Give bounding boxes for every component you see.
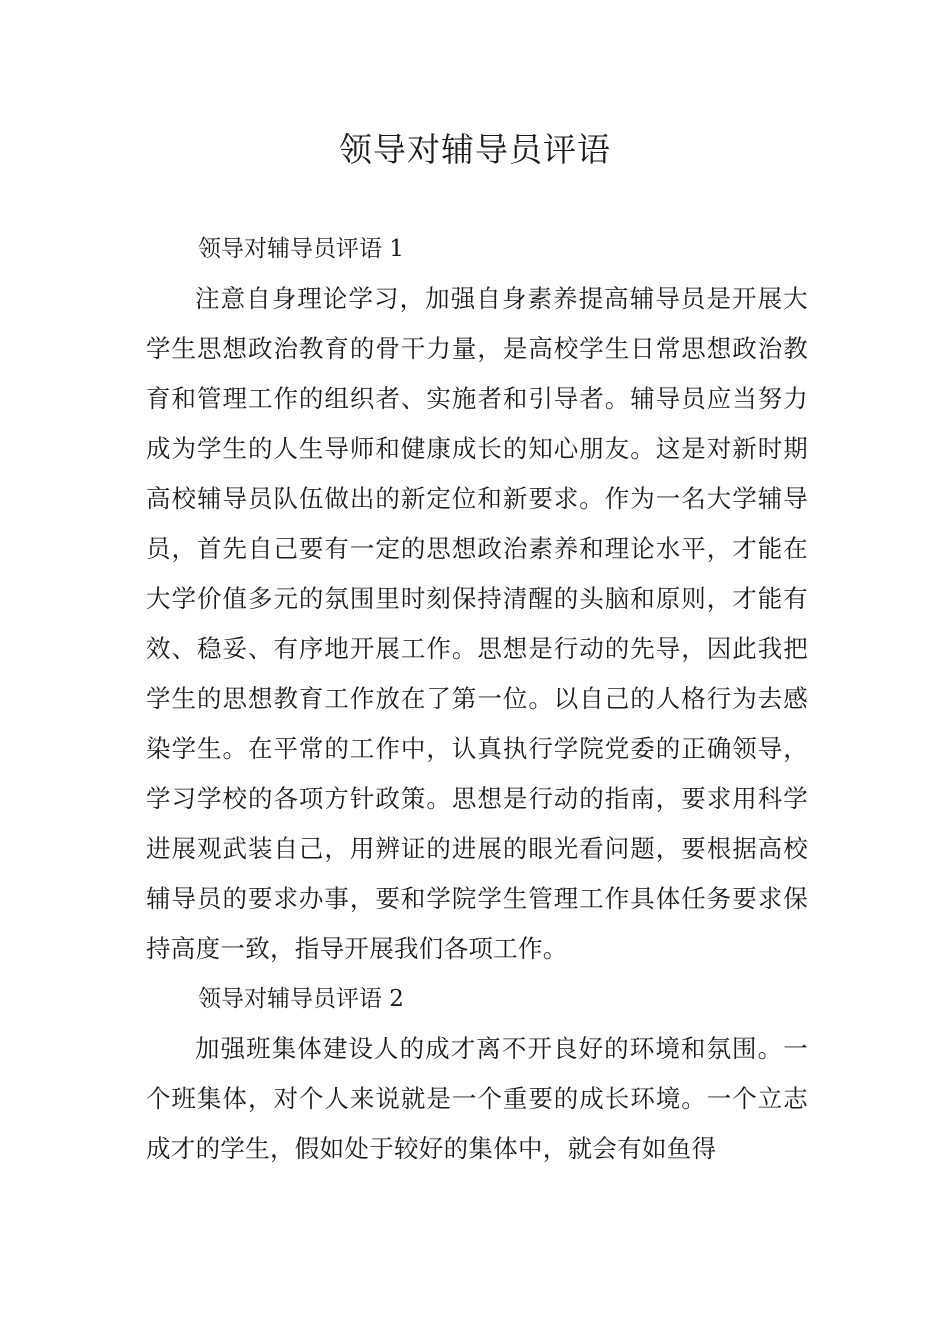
section-heading: 领导对辅导员评语 1	[198, 236, 404, 262]
section-1	[146, 224, 808, 974]
section-2	[146, 974, 808, 1174]
document-body	[146, 224, 808, 1174]
section-paragraph: 注意自身理论学习，加强自身素养提高辅导员是开展大学生思想政治教育的骨干力量，是高校学生日常思想政治教育和管理工作的组织者、实施者和引导者。辅导员应当努力成为学生的人生导师和健康成长的知心朋友。这是对新时期高校辅导员队伍做出的新定位和新要求。作为一名大学辅导员，首先自己要有一定的思想政治素养和理论水平，才能在大学价值多元的氛围里时刻保持清醒的头脑和原则，才能有效、稳妥、有序地开展工作。思想是行动的先导，因此我把学生的思想教育工作放在了第一位。以自己的人格行为去感染学生。在平常的工作中，认真执行学院党委的正确领导，学习学校的各项方针政策。思想是行动的指南，要求用科学进展观武装自己，用辨证的进展的眼光看问题，要根据高校辅导员的要求办事，要和学院学生管理工作具体任务要求保持高度一致，指导开展我们各项工作。	[146, 284, 808, 963]
section-heading: 领导对辅导员评语 2	[198, 986, 404, 1012]
section-paragraph: 加强班集体建设人的成才离不开良好的环境和氛围。一个班集体，对个人来说就是一个重要的成长环境。一个立志成才的学生，假如处于较好的集体中，就会有如鱼得	[146, 1034, 808, 1163]
document-title: 领导对辅导员评语	[339, 130, 611, 169]
